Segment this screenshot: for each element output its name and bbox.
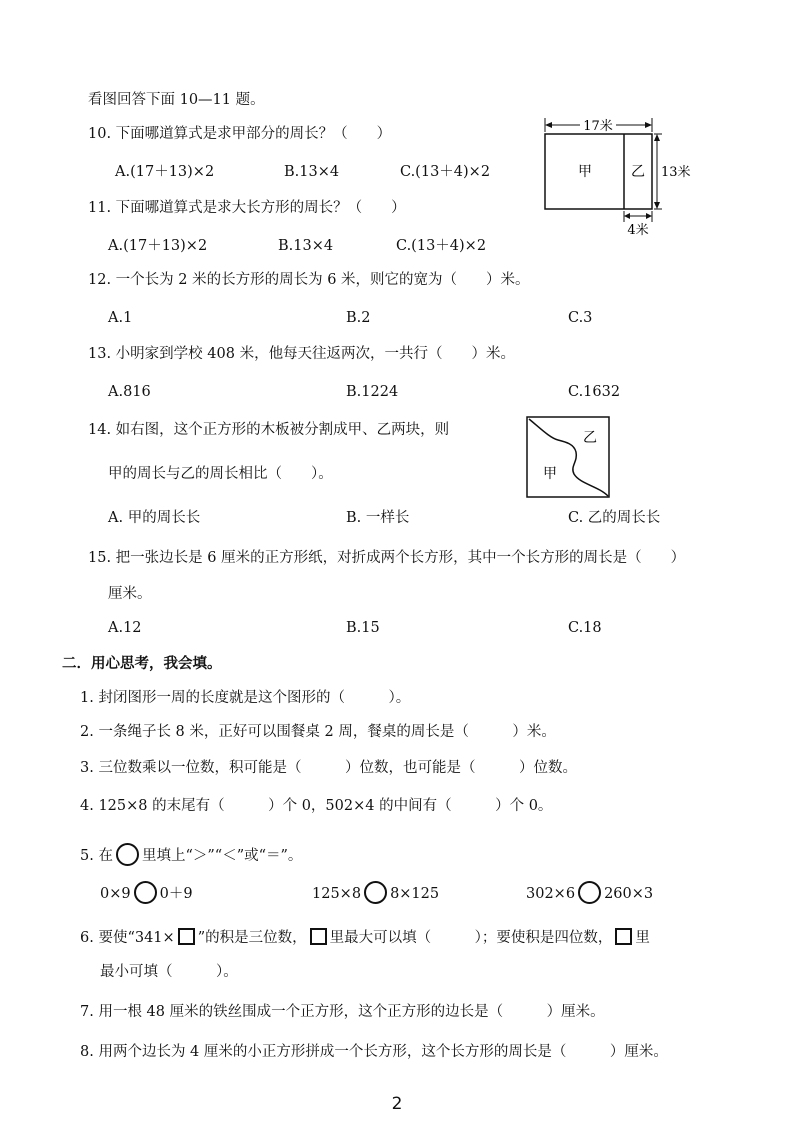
page-number: 2 — [391, 1094, 403, 1114]
compare-expression-1 — [100, 884, 193, 904]
q15-stem-line1: 15. 把一张边长是 6 厘米的正方形纸，对折成两个长方形，其中一个长方形的周长是（ ） — [88, 550, 686, 566]
q13-stem: 13. 小明家到学校 408 米，他每天往返两次，一共行（ ）米。 — [88, 346, 516, 362]
fill-6-part2: ”的积是三位数， — [197, 930, 307, 946]
expr-right: 0＋9 — [159, 886, 193, 902]
top-dimension-label: 17米 — [583, 119, 613, 134]
square-blank-icon — [615, 928, 632, 945]
fill-5-prefix: 5. 在 — [80, 848, 113, 864]
q15-option-a: A.12 — [108, 620, 142, 636]
square-blank-icon — [310, 928, 327, 945]
fill-3: 3. 三位数乘以一位数，积可能是（ ）位数，也可能是（ ）位数。 — [80, 760, 577, 776]
part-b-label: 乙 — [631, 164, 645, 180]
part-b-label: 乙 — [583, 430, 597, 446]
q14-stem-line2: 甲的周长与乙的周长相比（ ）。 — [108, 466, 333, 482]
fill-6-line2: 最小可填（ ）。 — [100, 964, 238, 980]
q10-option-b: B.13×4 — [284, 164, 340, 180]
q10-option-c: C.(13＋4)×2 — [400, 164, 491, 180]
fill-2: 2. 一条绳子长 8 米，正好可以围餐桌 2 周，餐桌的周长是（ ）米。 — [80, 724, 556, 740]
part-a-label: 甲 — [543, 466, 557, 482]
q15-stem-line2: 厘米。 — [108, 586, 152, 602]
compare-circle-1[interactable] — [134, 881, 157, 904]
compare-expression-2 — [312, 884, 439, 904]
q12-stem: 12. 一个长为 2 米的长方形的周长为 6 米，则它的宽为（ ）米。 — [88, 272, 530, 288]
fill-7: 7. 用一根 48 厘米的铁丝围成一个正方形，这个正方形的边长是（ ）厘米。 — [80, 1004, 605, 1020]
fill-6-line1 — [80, 928, 650, 948]
q14-option-b: B. 一样长 — [346, 510, 410, 526]
fill-5-instruction — [80, 846, 302, 866]
q13-option-c: C.1632 — [568, 384, 621, 400]
right-dimension-label: 13米 — [661, 165, 691, 180]
expr-right: 260×3 — [604, 886, 654, 902]
circle-blank-icon — [116, 843, 139, 866]
expr-left: 125×8 — [312, 886, 362, 902]
expr-left: 0×9 — [100, 886, 131, 902]
q14-option-a: A. 甲的周长长 — [108, 510, 201, 526]
fill-8: 8. 用两个边长为 4 厘米的小正方形拼成一个长方形，这个长方形的周长是（ ）厘米。 — [80, 1044, 668, 1060]
q12-option-c: C.3 — [568, 310, 593, 326]
bottom-dimension-label: 4米 — [627, 223, 649, 238]
q14-option-c: C. 乙的周长长 — [568, 510, 661, 526]
section-2-title: 二．用心思考，我会填。 — [62, 655, 222, 672]
fill-4: 4. 125×8 的末尾有（ ）个 0，502×4 的中间有（ ）个 0。 — [80, 798, 553, 814]
q14-stem-line1: 14. 如右图，这个正方形的木板被分割成甲、乙两块，则 — [88, 422, 450, 438]
q12-option-a: A.1 — [108, 310, 133, 326]
part-a-label: 甲 — [578, 164, 592, 180]
square-blank-icon[interactable] — [178, 928, 195, 945]
compare-circle-3[interactable] — [578, 881, 601, 904]
compare-circle-2[interactable] — [364, 881, 387, 904]
q11-option-a: A.(17＋13)×2 — [108, 238, 208, 254]
q11-option-c: C.(13＋4)×2 — [396, 238, 487, 254]
q13-option-b: B.1224 — [346, 384, 399, 400]
q15-option-b: B.15 — [346, 620, 380, 636]
rectangle-figure — [530, 112, 700, 240]
expr-right: 8×125 — [390, 886, 440, 902]
fill-1: 1. 封闭图形一周的长度就是这个图形的（ ）。 — [80, 690, 411, 706]
expr-left: 302×6 — [526, 886, 576, 902]
q10-stem: 10. 下面哪道算式是求甲部分的周长？（ ） — [88, 126, 392, 142]
q13-option-a: A.816 — [108, 384, 151, 400]
q11-option-b: B.13×4 — [278, 238, 334, 254]
q12-option-b: B.2 — [346, 310, 371, 326]
q10-option-a: A.(17＋13)×2 — [115, 164, 215, 180]
fill-6-part3: 里最大可以填（ ）；要使积是四位数， — [329, 930, 613, 946]
fill-6-part1: 6. 要使“341× — [80, 930, 175, 946]
square-figure — [524, 414, 616, 500]
compare-expression-3 — [526, 884, 653, 904]
fill-5-suffix: 里填上“＞”“＜”或“＝”。 — [141, 848, 303, 864]
q15-option-c: C.18 — [568, 620, 602, 636]
fill-6-part4: 里 — [635, 930, 650, 946]
q11-stem: 11. 下面哪道算式是求大长方形的周长？（ ） — [88, 200, 406, 216]
intro-text: 看图回答下面 10—11 题。 — [88, 92, 265, 108]
